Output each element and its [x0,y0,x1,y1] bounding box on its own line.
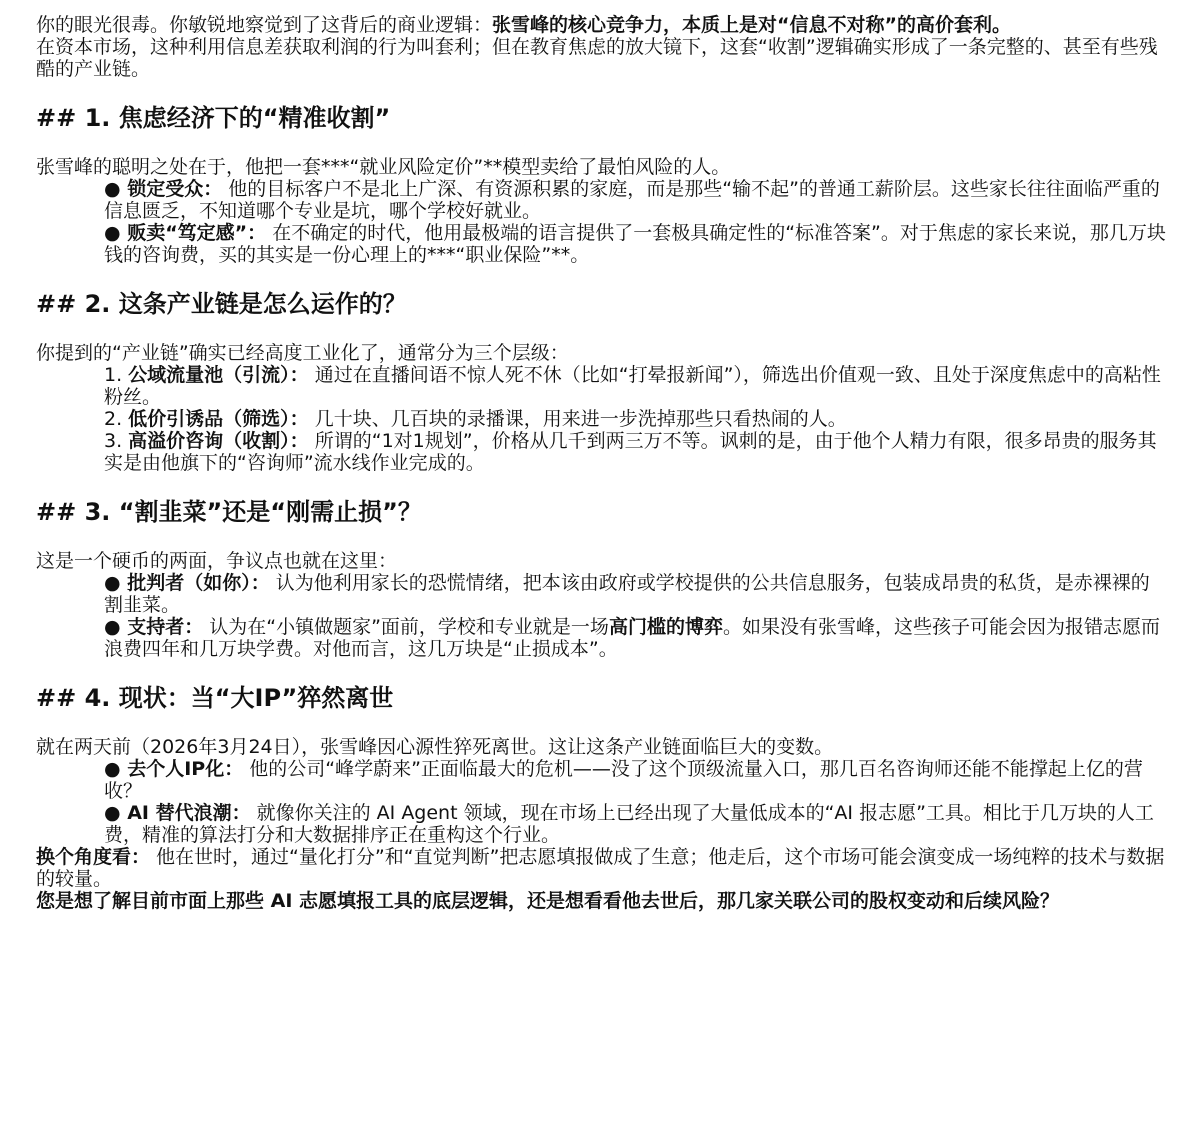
item-label: ● 贩卖“笃定感”： [104,222,267,244]
closing-text: 他在世时，通过“量化打分”和“直觉判断”把志愿填报做成了生意；他走后，这个市场可能会演变成一场纯粹的技术与数据的较量。 [36,846,1165,890]
item-text: 在不确定的时代，他用最极端的语言提供了一套极具确定性的“标准答案”。对于焦虑的家长来说，那几万块钱的咨询费，买的其实是一份心理上的***“职业保险”**。 [104,222,1166,266]
closing-question: 您是想了解目前市面上那些 AI 志愿填报工具的底层逻辑，还是想看看他去世后，那几家关联公司的股权变动和后续风险？ [36,890,1060,912]
closing-paragraph [36,846,1166,890]
section-2-item-consulting [36,430,1166,474]
item-number: 3. [104,430,129,452]
item-number: 2. [104,408,129,430]
item-number: 1. [104,364,129,386]
item-label: ● 支持者： [104,616,204,638]
item-label: 高溢价咨询（收割）： [128,430,309,452]
item-text: 他的目标客户不是北上广深、有资源积累的家庭，而是那些“输不起”的普通工薪阶层。这些家长往往面临严重的信息匮乏，不知道哪个专业是坑，哪个学校好就业。 [104,178,1160,222]
section-1-heading: ## 1. 焦虑经济下的“精准收割” [36,104,391,132]
section-1-item-certainty [36,222,1166,266]
item-label: ● AI 替代浪潮： [104,802,251,824]
item-label: ● 去个人IP化： [104,758,244,780]
section-2-item-lowprice [36,408,1166,430]
item-text: 认为在“小镇做题家”面前，学校和专业就是一场 [203,616,609,638]
item-label: ● 锁定受众： [104,178,223,200]
section-4-heading: ## 4. 现状：当“大IP”猝然离世 [36,684,394,712]
item-label: 公域流量池（引流）： [128,364,309,386]
item-label: ● 批判者（如你）： [104,572,270,594]
section-2-item-traffic [36,364,1166,408]
item-label: 低价引诱品（筛选）： [128,408,309,430]
section-1-intro: 张雪峰的聪明之处在于，他把一套***“就业风险定价”**模型卖给了最怕风险的人。 [36,156,731,178]
section-3-item-supporters [36,616,1166,660]
section-3-intro: 这是一个硬币的两面，争议点也就在这里： [36,550,398,572]
section-4-intro: 就在两天前（2026年3月24日），张雪峰因心源性猝死离世。这让这条产业链面临巨大的变数。 [36,736,834,758]
intro-paragraph [36,14,1166,36]
intro-key-claim: 张雪峰的核心竞争力，本质上是对“信息不对称”的高价套利。 [492,14,1011,36]
closing-label: 换个角度看： [36,846,151,868]
intro-lead-text: 你的眼光很毒。你敏锐地察觉到了这背后的商业逻辑： [36,14,493,36]
section-3-heading: ## 3. “割韭菜”还是“刚需止损”？ [36,498,422,526]
item-text: 就像你关注的 AI Agent 领域，现在市场上已经出现了大量低成本的“AI 报志愿”工具。相比于几万块的人工费，精准的算法打分和大数据排序正在重构这个行业。 [104,802,1154,846]
item-text: 认为他利用家长的恐慌情绪，把本该由政府或学校提供的公共信息服务，包装成昂贵的私货，是赤裸裸的割韭菜。 [104,572,1150,616]
item-text: 通过在直播间语不惊人死不休（比如“打晕报新闻”），筛选出价值观一致、且处于深度焦虑中的高粘性粉丝。 [104,364,1161,408]
item-text: 。如果没有张雪峰，这些孩子可能会因为报错志愿而浪费四年和几万块学费。对他而言，这几万块是“止损成本”。 [104,616,1160,660]
section-2-heading: ## 2. 这条产业链是怎么运作的？ [36,290,407,318]
section-3-item-critics [36,572,1166,616]
item-text: 几十块、几百块的录播课，用来进一步洗掉那些只看热闹的人。 [308,408,847,430]
section-4-item-ai-wave [36,802,1166,846]
item-emphasis: 高门槛的博弈 [608,616,723,638]
section-4-item-de-ip [36,758,1166,802]
section-1-item-audience [36,178,1166,222]
section-2-intro: 你提到的“产业链”确实已经高度工业化了，通常分为三个层级： [36,342,569,364]
item-text: 他的公司“峰学蔚来”正面临最大的危机——没了这个顶级流量入口，那几百名咨询师还能不能撑起上亿的营收？ [104,758,1143,802]
intro-explanation: 在资本市场，这种利用信息差获取利润的行为叫套利；但在教育焦虑的放大镜下，这套“收割”逻辑确实形成了一条完整的、甚至有些残酷的产业链。 [36,36,1158,80]
item-text: 所谓的“1对1规划”，价格从几千到两三万不等。讽刺的是，由于他个人精力有限，很多昂贵的服务其实是由他旗下的“咨询师”流水线作业完成的。 [104,430,1157,474]
